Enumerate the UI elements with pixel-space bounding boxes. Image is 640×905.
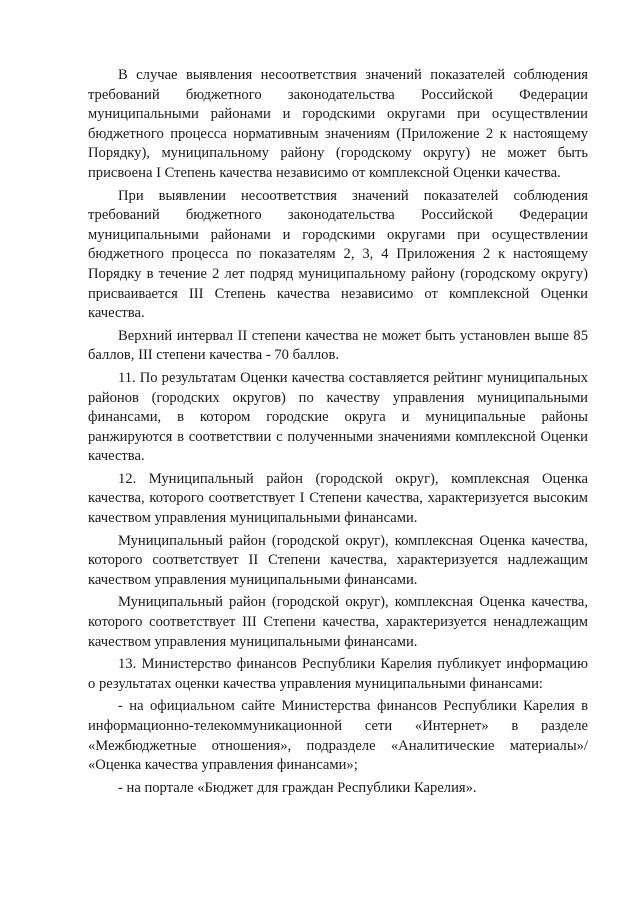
paragraph-upper-interval: Верхний интервал II степени качества не может быть установлен выше 85 баллов, III степени качества - 70 баллов. (88, 327, 588, 364)
list-item-official-site: - на официальном сайте Министерства финансов Республики Карелия в информационно-телекоммуникационной сети «Интернет» в разделе «Межбюджетные отношения», подразделе «Аналитические материалы»/ «Оценка качества управления финансами»; (88, 698, 588, 774)
clause-13: 13. Министерство финансов Республики Карелия публикует информацию о результатах оценки качества управления муниципальными финансами: (88, 656, 588, 692)
paragraph-third-degree-assignment: При выявлении несоответствия значений показателей соблюдения требований бюджетного законодательства Российской Федерации муниципальными районами и городскими округами при осуществлении бюджетного процесса по показателям 2, 3, 4 Приложения 2 к настоящему Порядку в течение 2 лет подряд муниципальному району (городскому округу) присваивается III Степень качества независимо от комплексной Оценки качества. (88, 187, 588, 322)
clause-11: 11. По результатам Оценки качества составляется рейтинг муниципальных районов (городских округов) по качеству управления муниципальными финансами, в котором городские округа и муниципальные районы ранжируются в соответствии с полученными значениями комплексной Оценки качества. (88, 369, 588, 465)
paragraph-first-degree-restriction: В случае выявления несоответствия значений показателей соблюдения требований бюджетного законодательства Российской Федерации муниципальными районами и городскими округами при осуществлении бюджетного процесса нормативным значениям (Приложение 2 к настоящему Порядку), муниципальному району (городскому округу) не может быть присвоена I Степень качества независимо от комплексной Оценки качества. (88, 67, 588, 181)
paragraph-third-degree: Муниципальный район (городской округ), комплексная Оценка качества, которого соответствует III Степени качества, характеризуется ненадлежащим качеством управления муниципальными финансами. (88, 594, 588, 650)
paragraph-second-degree: Муниципальный район (городской округ), комплексная Оценка качества, которого соответствует II Степени качества, характеризуется надлежащим качеством управления муниципальными финансами. (88, 532, 588, 588)
list-item-budget-portal: - на портале «Бюджет для граждан Республики Карелия». (118, 779, 477, 796)
document-page (88, 66, 588, 801)
clause-12: 12. Муниципальный район (городской округ), комплексная Оценка качества, которого соответствует I Степени качества, характеризуется высоким качеством управления муниципальными финансами. (88, 470, 588, 527)
